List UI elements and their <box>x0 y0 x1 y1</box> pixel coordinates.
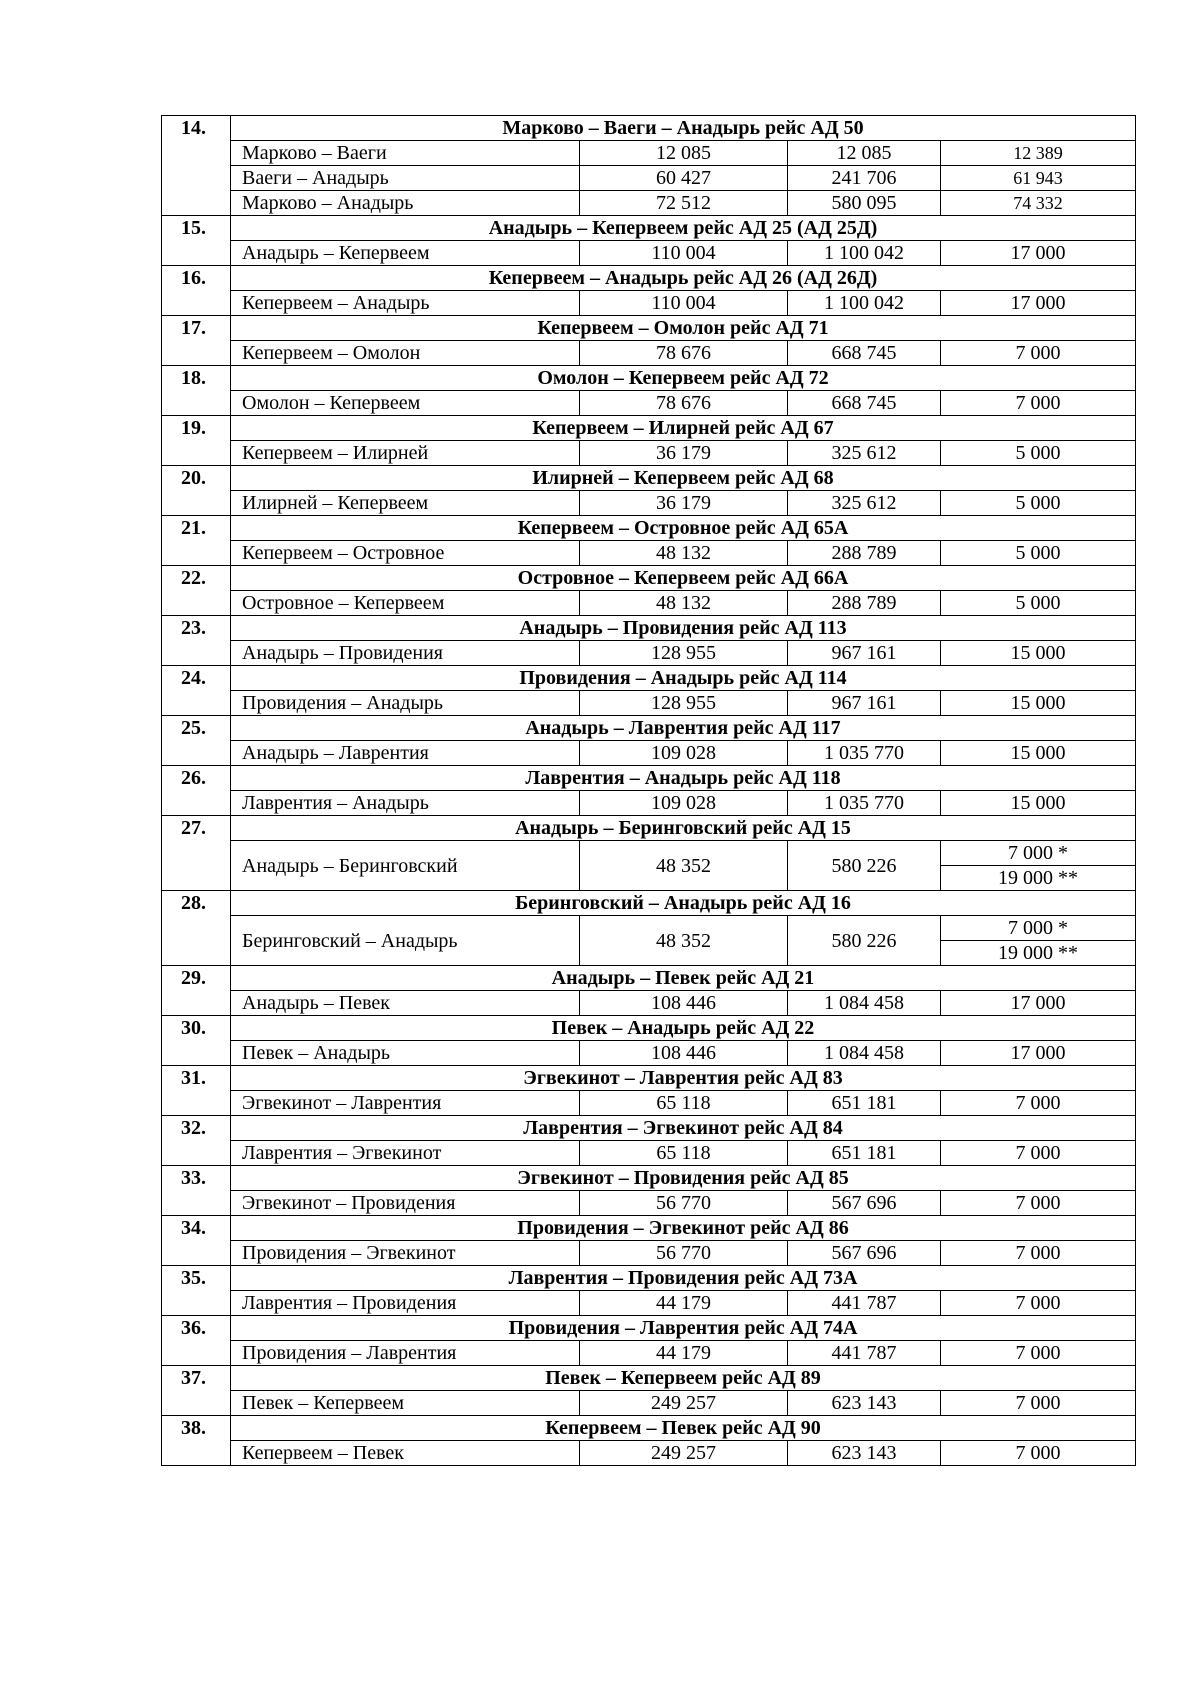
value-1-cell: 108 446 <box>580 1041 788 1066</box>
section-number: 28. <box>162 891 231 966</box>
section-title: Омолон – Кепервеем рейс АД 72 <box>231 366 1136 391</box>
section-title: Провидения – Анадырь рейс АД 114 <box>231 666 1136 691</box>
value-2-cell: 651 181 <box>788 1141 941 1166</box>
section-title: Кепервеем – Певек рейс АД 90 <box>231 1416 1136 1441</box>
section-header-row <box>162 1216 1136 1241</box>
value-2-cell: 1 035 770 <box>788 741 941 766</box>
value-1-cell: 109 028 <box>580 791 788 816</box>
value-3-cell: 7 000 * <box>941 916 1136 941</box>
routes-table-body <box>162 116 1136 1466</box>
value-1-cell: 12 085 <box>580 141 788 166</box>
value-3-cell: 61 943 <box>941 166 1136 191</box>
section-header-row <box>162 516 1136 541</box>
value-1-cell: 249 257 <box>580 1441 788 1466</box>
value-1-cell: 44 179 <box>580 1341 788 1366</box>
table-row <box>162 916 1136 941</box>
section-number: 34. <box>162 1216 231 1266</box>
section-title: Марково – Ваеги – Анадырь рейс АД 50 <box>231 116 1136 141</box>
section-number: 15. <box>162 216 231 266</box>
value-2-cell: 1 084 458 <box>788 991 941 1016</box>
value-1-cell: 65 118 <box>580 1091 788 1116</box>
section-header-row <box>162 1066 1136 1091</box>
value-2-cell: 623 143 <box>788 1441 941 1466</box>
section-header-row <box>162 466 1136 491</box>
value-2-cell: 325 612 <box>788 441 941 466</box>
section-header-row <box>162 1016 1136 1041</box>
value-1-cell: 72 512 <box>580 191 788 216</box>
section-number: 14. <box>162 116 231 216</box>
section-header-row <box>162 1116 1136 1141</box>
value-1-cell: 56 770 <box>580 1241 788 1266</box>
section-number: 18. <box>162 366 231 416</box>
value-3-cell: 17 000 <box>941 241 1136 266</box>
section-header-row <box>162 616 1136 641</box>
section-header-row <box>162 966 1136 991</box>
value-1-cell: 48 132 <box>580 541 788 566</box>
value-2-cell: 1 100 042 <box>788 291 941 316</box>
value-3-cell: 7 000 <box>941 1341 1136 1366</box>
value-1-cell: 48 132 <box>580 591 788 616</box>
value-1-cell: 128 955 <box>580 641 788 666</box>
section-title: Беринговский – Анадырь рейс АД 16 <box>231 891 1136 916</box>
section-header-row <box>162 116 1136 141</box>
section-title: Анадырь – Певек рейс АД 21 <box>231 966 1136 991</box>
table-row <box>162 441 1136 466</box>
value-3-cell: 7 000 <box>941 391 1136 416</box>
route-name-cell: Илирней – Кепервеем <box>231 491 580 516</box>
value-3-cell: 15 000 <box>941 691 1136 716</box>
value-2-cell: 1 084 458 <box>788 1041 941 1066</box>
value-2-cell: 580 226 <box>788 916 941 966</box>
route-name-cell: Лаврентия – Провидения <box>231 1291 580 1316</box>
section-header-row <box>162 216 1136 241</box>
table-row <box>162 291 1136 316</box>
route-name-cell: Островное – Кепервеем <box>231 591 580 616</box>
route-name-cell: Эгвекинот – Провидения <box>231 1191 580 1216</box>
section-title: Провидения – Лаврентия рейс АД 74А <box>231 1316 1136 1341</box>
value-3-cell: 7 000 <box>941 1191 1136 1216</box>
table-row <box>162 391 1136 416</box>
section-number: 16. <box>162 266 231 316</box>
value-3-cell: 74 332 <box>941 191 1136 216</box>
section-title: Илирней – Кепервеем рейс АД 68 <box>231 466 1136 491</box>
section-header-row <box>162 566 1136 591</box>
route-name-cell: Беринговский – Анадырь <box>231 916 580 966</box>
value-3-cell: 7 000 <box>941 1241 1136 1266</box>
value-3-cell: 15 000 <box>941 741 1136 766</box>
table-row <box>162 641 1136 666</box>
value-2-cell: 580 095 <box>788 191 941 216</box>
route-name-cell: Провидения – Анадырь <box>231 691 580 716</box>
route-name-cell: Лаврентия – Эгвекинот <box>231 1141 580 1166</box>
route-name-cell: Кепервеем – Омолон <box>231 341 580 366</box>
value-3-cell: 17 000 <box>941 1041 1136 1066</box>
value-1-cell: 249 257 <box>580 1391 788 1416</box>
value-1-cell: 78 676 <box>580 391 788 416</box>
section-title: Эгвекинот – Провидения рейс АД 85 <box>231 1166 1136 1191</box>
value-1-cell: 36 179 <box>580 491 788 516</box>
value-1-cell: 36 179 <box>580 441 788 466</box>
table-row <box>162 741 1136 766</box>
value-3-cell: 12 389 <box>941 141 1136 166</box>
section-number: 21. <box>162 516 231 566</box>
section-header-row <box>162 891 1136 916</box>
route-name-cell: Анадырь – Провидения <box>231 641 580 666</box>
section-title: Кепервеем – Омолон рейс АД 71 <box>231 316 1136 341</box>
section-title: Эгвекинот – Лаврентия рейс АД 83 <box>231 1066 1136 1091</box>
section-header-row <box>162 1266 1136 1291</box>
value-2-cell: 1 100 042 <box>788 241 941 266</box>
section-number: 38. <box>162 1416 231 1466</box>
value-3-cell: 7 000 <box>941 1441 1136 1466</box>
section-header-row <box>162 666 1136 691</box>
value-3-cell: 7 000 <box>941 1391 1136 1416</box>
section-header-row <box>162 816 1136 841</box>
value-3-cell: 7 000 <box>941 1291 1136 1316</box>
section-number: 29. <box>162 966 231 1016</box>
section-number: 31. <box>162 1066 231 1116</box>
table-row <box>162 241 1136 266</box>
table-row <box>162 1041 1136 1066</box>
table-row <box>162 691 1136 716</box>
value-1-cell: 48 352 <box>580 916 788 966</box>
section-number: 19. <box>162 416 231 466</box>
value-3-cell: 7 000 <box>941 1091 1136 1116</box>
value-2-cell: 441 787 <box>788 1291 941 1316</box>
route-name-cell: Эгвекинот – Лаврентия <box>231 1091 580 1116</box>
value-2-cell: 567 696 <box>788 1241 941 1266</box>
section-number: 27. <box>162 816 231 891</box>
section-title: Лаврентия – Эгвекинот рейс АД 84 <box>231 1116 1136 1141</box>
section-number: 20. <box>162 466 231 516</box>
table-row <box>162 841 1136 866</box>
value-1-cell: 60 427 <box>580 166 788 191</box>
section-number: 22. <box>162 566 231 616</box>
value-3-cell: 5 000 <box>941 491 1136 516</box>
table-row <box>162 166 1136 191</box>
value-2-cell: 651 181 <box>788 1091 941 1116</box>
value-2-cell: 12 085 <box>788 141 941 166</box>
section-header-row <box>162 1166 1136 1191</box>
route-name-cell: Кепервеем – Анадырь <box>231 291 580 316</box>
table-row <box>162 1141 1136 1166</box>
value-1-cell: 110 004 <box>580 291 788 316</box>
value-3-cell: 7 000 <box>941 341 1136 366</box>
section-number: 30. <box>162 1016 231 1066</box>
section-header-row <box>162 1316 1136 1341</box>
section-title: Анадырь – Беринговский рейс АД 15 <box>231 816 1136 841</box>
value-3-cell: 17 000 <box>941 991 1136 1016</box>
value-1-cell: 110 004 <box>580 241 788 266</box>
value-3-cell: 5 000 <box>941 441 1136 466</box>
section-title: Кепервеем – Островное рейс АД 65А <box>231 516 1136 541</box>
route-name-cell: Анадырь – Певек <box>231 991 580 1016</box>
route-name-cell: Марково – Ваеги <box>231 141 580 166</box>
value-2-cell: 623 143 <box>788 1391 941 1416</box>
value-3-cell: 17 000 <box>941 291 1136 316</box>
value-1-cell: 65 118 <box>580 1141 788 1166</box>
section-number: 36. <box>162 1316 231 1366</box>
value-3-cell: 5 000 <box>941 591 1136 616</box>
section-header-row <box>162 1366 1136 1391</box>
table-row <box>162 191 1136 216</box>
value-2-cell: 288 789 <box>788 591 941 616</box>
table-row <box>162 1391 1136 1416</box>
value-2-cell: 580 226 <box>788 841 941 891</box>
value-2-cell: 668 745 <box>788 341 941 366</box>
route-name-cell: Кепервеем – Певек <box>231 1441 580 1466</box>
section-title: Островное – Кепервеем рейс АД 66А <box>231 566 1136 591</box>
section-number: 32. <box>162 1116 231 1166</box>
table-row <box>162 1291 1136 1316</box>
table-row <box>162 1441 1136 1466</box>
route-name-cell: Ваеги – Анадырь <box>231 166 580 191</box>
route-name-cell: Омолон – Кепервеем <box>231 391 580 416</box>
table-row <box>162 141 1136 166</box>
value-2-cell: 567 696 <box>788 1191 941 1216</box>
table-row <box>162 1341 1136 1366</box>
route-name-cell: Анадырь – Кепервеем <box>231 241 580 266</box>
value-1-cell: 108 446 <box>580 991 788 1016</box>
value-3-cell: 15 000 <box>941 791 1136 816</box>
section-header-row <box>162 316 1136 341</box>
section-header-row <box>162 766 1136 791</box>
value-2-cell: 288 789 <box>788 541 941 566</box>
section-header-row <box>162 266 1136 291</box>
table-row <box>162 1241 1136 1266</box>
value-2-cell: 325 612 <box>788 491 941 516</box>
value-1-cell: 44 179 <box>580 1291 788 1316</box>
value-2-cell: 1 035 770 <box>788 791 941 816</box>
value-3-cell: 7 000 * <box>941 841 1136 866</box>
value-1-cell: 109 028 <box>580 741 788 766</box>
table-row <box>162 341 1136 366</box>
section-title: Кепервеем – Анадырь рейс АД 26 (АД 26Д) <box>231 266 1136 291</box>
route-name-cell: Анадырь – Беринговский <box>231 841 580 891</box>
section-title: Анадырь – Лаврентия рейс АД 117 <box>231 716 1136 741</box>
section-number: 24. <box>162 666 231 716</box>
value-1-cell: 78 676 <box>580 341 788 366</box>
route-name-cell: Кепервеем – Илирней <box>231 441 580 466</box>
route-name-cell: Анадырь – Лаврентия <box>231 741 580 766</box>
section-header-row <box>162 416 1136 441</box>
table-row <box>162 791 1136 816</box>
route-name-cell: Лаврентия – Анадырь <box>231 791 580 816</box>
section-header-row <box>162 366 1136 391</box>
table-row <box>162 991 1136 1016</box>
section-header-row <box>162 1416 1136 1441</box>
section-title: Лаврентия – Провидения рейс АД 73А <box>231 1266 1136 1291</box>
section-title: Анадырь – Кепервеем рейс АД 25 (АД 25Д) <box>231 216 1136 241</box>
section-number: 25. <box>162 716 231 766</box>
table-row <box>162 491 1136 516</box>
route-name-cell: Провидения – Эгвекинот <box>231 1241 580 1266</box>
table-row <box>162 591 1136 616</box>
value-2-cell: 668 745 <box>788 391 941 416</box>
section-title: Лаврентия – Анадырь рейс АД 118 <box>231 766 1136 791</box>
section-title: Анадырь – Провидения рейс АД 113 <box>231 616 1136 641</box>
value-2-cell: 967 161 <box>788 641 941 666</box>
value-3-cell: 7 000 <box>941 1141 1136 1166</box>
value-1-cell: 56 770 <box>580 1191 788 1216</box>
section-title: Певек – Анадырь рейс АД 22 <box>231 1016 1136 1041</box>
value-2-cell: 967 161 <box>788 691 941 716</box>
value-1-cell: 128 955 <box>580 691 788 716</box>
value-2-cell: 441 787 <box>788 1341 941 1366</box>
value-1-cell: 48 352 <box>580 841 788 891</box>
section-number: 35. <box>162 1266 231 1316</box>
section-title: Провидения – Эгвекинот рейс АД 86 <box>231 1216 1136 1241</box>
section-number: 33. <box>162 1166 231 1216</box>
section-header-row <box>162 716 1136 741</box>
routes-table <box>161 115 1136 1466</box>
value-3-cell: 19 000 ** <box>941 866 1136 891</box>
section-number: 37. <box>162 1366 231 1416</box>
table-row <box>162 1191 1136 1216</box>
section-number: 26. <box>162 766 231 816</box>
route-name-cell: Певек – Анадырь <box>231 1041 580 1066</box>
value-2-cell: 241 706 <box>788 166 941 191</box>
value-3-cell: 5 000 <box>941 541 1136 566</box>
section-number: 17. <box>162 316 231 366</box>
route-name-cell: Певек – Кепервеем <box>231 1391 580 1416</box>
route-name-cell: Марково – Анадырь <box>231 191 580 216</box>
section-title: Певек – Кепервеем рейс АД 89 <box>231 1366 1136 1391</box>
value-3-cell: 19 000 ** <box>941 941 1136 966</box>
value-3-cell: 15 000 <box>941 641 1136 666</box>
table-row <box>162 541 1136 566</box>
section-title: Кепервеем – Илирней рейс АД 67 <box>231 416 1136 441</box>
route-name-cell: Кепервеем – Островное <box>231 541 580 566</box>
route-name-cell: Провидения – Лаврентия <box>231 1341 580 1366</box>
section-number: 23. <box>162 616 231 666</box>
table-row <box>162 1091 1136 1116</box>
